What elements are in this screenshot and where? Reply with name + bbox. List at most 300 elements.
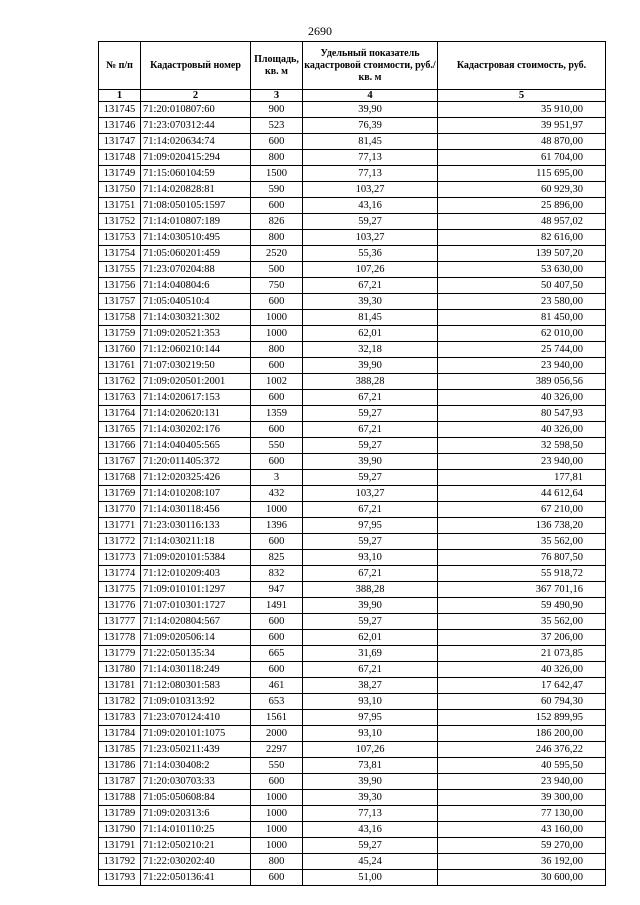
cell-area: 800: [251, 854, 303, 870]
table-row: [99, 614, 606, 630]
cell-index: 131786: [99, 758, 141, 774]
cell-area: 590: [251, 182, 303, 198]
table-row: [99, 486, 606, 502]
cell-area: 1500: [251, 166, 303, 182]
cell-unit-value: 62,01: [303, 326, 438, 342]
cell-cadastral-value: 37 206,00: [438, 630, 606, 646]
cell-unit-value: 55,36: [303, 246, 438, 262]
cell-cadastral-number: 71:09:020101:5384: [141, 550, 251, 566]
cell-index: 131760: [99, 342, 141, 358]
cell-unit-value: 107,26: [303, 742, 438, 758]
cell-cadastral-number: 71:14:030202:176: [141, 422, 251, 438]
cell-cadastral-value: 40 326,00: [438, 422, 606, 438]
cell-cadastral-value: 389 056,56: [438, 374, 606, 390]
cell-area: 2520: [251, 246, 303, 262]
cell-cadastral-number: 71:20:010807:60: [141, 102, 251, 118]
cell-area: 550: [251, 438, 303, 454]
cell-cadastral-number: 71:14:020617:153: [141, 390, 251, 406]
cell-cadastral-value: 23 940,00: [438, 454, 606, 470]
cell-unit-value: 39,90: [303, 454, 438, 470]
cell-cadastral-value: 25 896,00: [438, 198, 606, 214]
cell-cadastral-number: 71:14:020634:74: [141, 134, 251, 150]
cell-cadastral-value: 48 957,02: [438, 214, 606, 230]
cell-cadastral-value: 17 642,47: [438, 678, 606, 694]
cell-unit-value: 77,13: [303, 166, 438, 182]
cell-area: 800: [251, 230, 303, 246]
cell-unit-value: 73,81: [303, 758, 438, 774]
column-header-index: № п/п: [99, 42, 141, 90]
cell-cadastral-value: 23 940,00: [438, 774, 606, 790]
cell-index: 131759: [99, 326, 141, 342]
cell-cadastral-number: 71:20:030703:33: [141, 774, 251, 790]
cell-index: 131783: [99, 710, 141, 726]
cell-cadastral-number: 71:07:030219:50: [141, 358, 251, 374]
cell-index: 131769: [99, 486, 141, 502]
cell-cadastral-number: 71:14:030118:249: [141, 662, 251, 678]
cell-cadastral-value: 67 210,00: [438, 502, 606, 518]
cell-cadastral-number: 71:09:010101:1297: [141, 582, 251, 598]
cell-area: 947: [251, 582, 303, 598]
table-row: [99, 806, 606, 822]
cell-cadastral-value: 39 300,00: [438, 790, 606, 806]
table-row: [99, 662, 606, 678]
table-row: [99, 550, 606, 566]
cell-index: 131749: [99, 166, 141, 182]
cell-cadastral-value: 30 600,00: [438, 870, 606, 886]
table-row: [99, 518, 606, 534]
cell-cadastral-value: 32 598,50: [438, 438, 606, 454]
cell-cadastral-number: 71:12:050210:21: [141, 838, 251, 854]
cell-area: 2000: [251, 726, 303, 742]
cell-index: 131753: [99, 230, 141, 246]
cell-unit-value: 67,21: [303, 278, 438, 294]
cell-index: 131768: [99, 470, 141, 486]
cell-area: 432: [251, 486, 303, 502]
cell-cadastral-number: 71:14:020828:81: [141, 182, 251, 198]
cell-cadastral-value: 39 951,97: [438, 118, 606, 134]
cell-unit-value: 39,30: [303, 294, 438, 310]
cell-index: 131782: [99, 694, 141, 710]
cell-area: 600: [251, 630, 303, 646]
cell-index: 131745: [99, 102, 141, 118]
table-row: [99, 710, 606, 726]
cell-area: 600: [251, 662, 303, 678]
cell-area: 600: [251, 614, 303, 630]
table-row: [99, 790, 606, 806]
cell-unit-value: 93,10: [303, 726, 438, 742]
cell-cadastral-number: 71:23:050211:439: [141, 742, 251, 758]
table-row: [99, 630, 606, 646]
cell-index: 131775: [99, 582, 141, 598]
cell-cadastral-number: 71:14:030408:2: [141, 758, 251, 774]
cell-index: 131774: [99, 566, 141, 582]
cell-unit-value: 81,45: [303, 310, 438, 326]
cell-area: 832: [251, 566, 303, 582]
table-row: [99, 326, 606, 342]
cell-cadastral-value: 25 744,00: [438, 342, 606, 358]
cell-unit-value: 67,21: [303, 502, 438, 518]
cell-cadastral-value: 35 562,00: [438, 534, 606, 550]
cell-area: 800: [251, 342, 303, 358]
cell-cadastral-value: 152 899,95: [438, 710, 606, 726]
cell-area: 665: [251, 646, 303, 662]
cell-unit-value: 59,27: [303, 838, 438, 854]
cell-index: 131763: [99, 390, 141, 406]
cell-cadastral-number: 71:20:011405:372: [141, 454, 251, 470]
cell-unit-value: 31,69: [303, 646, 438, 662]
table-row: [99, 246, 606, 262]
cell-unit-value: 45,24: [303, 854, 438, 870]
cell-cadastral-number: 71:23:070124:410: [141, 710, 251, 726]
cell-unit-value: 103,27: [303, 230, 438, 246]
cell-cadastral-value: 115 695,00: [438, 166, 606, 182]
cell-cadastral-value: 36 192,00: [438, 854, 606, 870]
cell-cadastral-value: 186 200,00: [438, 726, 606, 742]
cell-cadastral-value: 77 130,00: [438, 806, 606, 822]
cell-cadastral-number: 71:14:030510:495: [141, 230, 251, 246]
cell-cadastral-value: 246 376,22: [438, 742, 606, 758]
cell-area: 600: [251, 134, 303, 150]
table-row: [99, 230, 606, 246]
cell-area: 1000: [251, 822, 303, 838]
cell-cadastral-number: 71:09:020521:353: [141, 326, 251, 342]
cell-cadastral-value: 40 595,50: [438, 758, 606, 774]
table-row: [99, 134, 606, 150]
cell-index: 131776: [99, 598, 141, 614]
cell-area: 1002: [251, 374, 303, 390]
cell-index: 131746: [99, 118, 141, 134]
cell-area: 1000: [251, 838, 303, 854]
cell-cadastral-value: 48 870,00: [438, 134, 606, 150]
cell-cadastral-value: 59 490,90: [438, 598, 606, 614]
cell-cadastral-value: 61 704,00: [438, 150, 606, 166]
cell-area: 600: [251, 774, 303, 790]
cell-unit-value: 39,90: [303, 598, 438, 614]
cell-cadastral-value: 76 807,50: [438, 550, 606, 566]
cell-unit-value: 81,45: [303, 134, 438, 150]
cell-index: 131761: [99, 358, 141, 374]
table-row: [99, 646, 606, 662]
cell-cadastral-number: 71:05:050608:84: [141, 790, 251, 806]
cell-index: 131758: [99, 310, 141, 326]
cell-index: 131762: [99, 374, 141, 390]
cell-cadastral-value: 44 612,64: [438, 486, 606, 502]
cell-cadastral-number: 71:14:030118:456: [141, 502, 251, 518]
cell-index: 131755: [99, 262, 141, 278]
cell-area: 1396: [251, 518, 303, 534]
cell-unit-value: 39,90: [303, 358, 438, 374]
cadastral-value-table: [98, 41, 606, 886]
cell-area: 825: [251, 550, 303, 566]
cell-cadastral-value: 35 562,00: [438, 614, 606, 630]
cell-cadastral-number: 71:05:040510:4: [141, 294, 251, 310]
table-row: [99, 534, 606, 550]
cell-cadastral-number: 71:14:030211:18: [141, 534, 251, 550]
cell-index: 131757: [99, 294, 141, 310]
cell-index: 131765: [99, 422, 141, 438]
cell-unit-value: 43,16: [303, 822, 438, 838]
cell-unit-value: 93,10: [303, 550, 438, 566]
table-row: [99, 454, 606, 470]
cell-area: 600: [251, 534, 303, 550]
table-row: [99, 598, 606, 614]
cell-unit-value: 388,28: [303, 374, 438, 390]
table-row: [99, 502, 606, 518]
cell-cadastral-value: 80 547,93: [438, 406, 606, 422]
cell-area: 550: [251, 758, 303, 774]
cell-area: 1000: [251, 326, 303, 342]
table-row: [99, 214, 606, 230]
cell-unit-value: 67,21: [303, 566, 438, 582]
cell-cadastral-number: 71:14:010807:189: [141, 214, 251, 230]
cell-area: 900: [251, 102, 303, 118]
cell-unit-value: 67,21: [303, 662, 438, 678]
cell-index: 131778: [99, 630, 141, 646]
cell-cadastral-number: 71:14:020620:131: [141, 406, 251, 422]
cell-index: 131770: [99, 502, 141, 518]
table-row: [99, 294, 606, 310]
column-header-cadastral-value: Кадастровая стоимость, руб.: [438, 42, 606, 90]
cell-index: 131772: [99, 534, 141, 550]
cell-cadastral-value: 59 270,00: [438, 838, 606, 854]
cell-area: 461: [251, 678, 303, 694]
cell-cadastral-number: 71:12:080301:583: [141, 678, 251, 694]
table-row: [99, 166, 606, 182]
cell-unit-value: 38,27: [303, 678, 438, 694]
table-row: [99, 102, 606, 118]
cell-cadastral-number: 71:09:010313:92: [141, 694, 251, 710]
cell-cadastral-number: 71:14:040405:565: [141, 438, 251, 454]
cell-unit-value: 59,27: [303, 438, 438, 454]
cell-unit-value: 103,27: [303, 182, 438, 198]
cell-cadastral-number: 71:09:020506:14: [141, 630, 251, 646]
column-number: 1: [99, 90, 141, 102]
cell-cadastral-value: 35 910,00: [438, 102, 606, 118]
cell-index: 131787: [99, 774, 141, 790]
cell-cadastral-value: 40 326,00: [438, 390, 606, 406]
cell-area: 3: [251, 470, 303, 486]
table-row: [99, 406, 606, 422]
cell-unit-value: 59,27: [303, 470, 438, 486]
cell-cadastral-value: 43 160,00: [438, 822, 606, 838]
cell-cadastral-number: 71:15:060104:59: [141, 166, 251, 182]
cell-area: 500: [251, 262, 303, 278]
cell-cadastral-number: 71:14:040804:6: [141, 278, 251, 294]
cell-cadastral-value: 55 918,72: [438, 566, 606, 582]
cell-index: 131780: [99, 662, 141, 678]
cell-cadastral-number: 71:09:020501:2001: [141, 374, 251, 390]
cell-unit-value: 76,39: [303, 118, 438, 134]
cell-cadastral-number: 71:12:010209:403: [141, 566, 251, 582]
cell-area: 1000: [251, 310, 303, 326]
cell-cadastral-number: 71:14:020804:567: [141, 614, 251, 630]
table-body: [99, 102, 606, 886]
cell-unit-value: 59,27: [303, 614, 438, 630]
table-row: [99, 870, 606, 886]
cell-cadastral-value: 60 794,30: [438, 694, 606, 710]
cell-cadastral-number: 71:23:030116:133: [141, 518, 251, 534]
cell-area: 600: [251, 454, 303, 470]
cell-area: 600: [251, 422, 303, 438]
cell-index: 131752: [99, 214, 141, 230]
cell-unit-value: 93,10: [303, 694, 438, 710]
cell-cadastral-value: 62 010,00: [438, 326, 606, 342]
cell-cadastral-number: 71:14:030321:302: [141, 310, 251, 326]
column-number: 3: [251, 90, 303, 102]
cell-index: 131754: [99, 246, 141, 262]
cell-area: 600: [251, 294, 303, 310]
cell-cadastral-number: 71:08:050105:1597: [141, 198, 251, 214]
table-row: [99, 374, 606, 390]
cell-unit-value: 67,21: [303, 422, 438, 438]
cell-unit-value: 97,95: [303, 710, 438, 726]
table-row: [99, 438, 606, 454]
cell-cadastral-number: 71:09:020101:1075: [141, 726, 251, 742]
column-number-row: [99, 90, 606, 102]
cell-index: 131750: [99, 182, 141, 198]
cell-cadastral-value: 23 580,00: [438, 294, 606, 310]
cell-index: 131771: [99, 518, 141, 534]
page-number: 2690: [308, 24, 332, 38]
table-row: [99, 182, 606, 198]
cell-area: 1561: [251, 710, 303, 726]
cell-cadastral-value: 23 940,00: [438, 358, 606, 374]
cell-unit-value: 77,13: [303, 806, 438, 822]
cell-index: 131748: [99, 150, 141, 166]
cell-area: 600: [251, 198, 303, 214]
column-header-unit-value: Удельный показатель кадастровой стоимости, руб./кв. м: [303, 42, 438, 90]
cell-area: 826: [251, 214, 303, 230]
cell-unit-value: 67,21: [303, 390, 438, 406]
cell-unit-value: 43,16: [303, 198, 438, 214]
cell-index: 131747: [99, 134, 141, 150]
cell-area: 1000: [251, 806, 303, 822]
cell-index: 131779: [99, 646, 141, 662]
cell-area: 523: [251, 118, 303, 134]
cell-cadastral-value: 21 073,85: [438, 646, 606, 662]
cell-cadastral-value: 40 326,00: [438, 662, 606, 678]
table-row: [99, 278, 606, 294]
cell-cadastral-value: 53 630,00: [438, 262, 606, 278]
cell-unit-value: 77,13: [303, 150, 438, 166]
cell-cadastral-number: 71:22:030202:40: [141, 854, 251, 870]
cell-index: 131792: [99, 854, 141, 870]
cell-index: 131767: [99, 454, 141, 470]
cell-cadastral-value: 50 407,50: [438, 278, 606, 294]
cell-cadastral-number: 71:12:060210:144: [141, 342, 251, 358]
cell-index: 131764: [99, 406, 141, 422]
table-row: [99, 198, 606, 214]
column-number: 5: [438, 90, 606, 102]
cell-index: 131793: [99, 870, 141, 886]
table-row: [99, 742, 606, 758]
cell-index: 131788: [99, 790, 141, 806]
cell-index: 131777: [99, 614, 141, 630]
cell-cadastral-value: 60 929,30: [438, 182, 606, 198]
cell-cadastral-value: 139 507,20: [438, 246, 606, 262]
cell-area: 600: [251, 358, 303, 374]
cell-index: 131756: [99, 278, 141, 294]
table-row: [99, 566, 606, 582]
header-row: [99, 42, 606, 90]
cell-area: 1000: [251, 502, 303, 518]
cell-index: 131773: [99, 550, 141, 566]
table-row: [99, 726, 606, 742]
cell-index: 131751: [99, 198, 141, 214]
cell-unit-value: 59,27: [303, 406, 438, 422]
cell-cadastral-value: 367 701,16: [438, 582, 606, 598]
cell-unit-value: 39,30: [303, 790, 438, 806]
table-row: [99, 150, 606, 166]
cell-cadastral-number: 71:09:020415:294: [141, 150, 251, 166]
cell-index: 131791: [99, 838, 141, 854]
column-number: 4: [303, 90, 438, 102]
cell-cadastral-number: 71:05:060201:459: [141, 246, 251, 262]
table-row: [99, 342, 606, 358]
table-row: [99, 262, 606, 278]
cell-cadastral-number: 71:22:050136:41: [141, 870, 251, 886]
table-row: [99, 758, 606, 774]
cell-index: 131781: [99, 678, 141, 694]
cell-cadastral-value: 81 450,00: [438, 310, 606, 326]
table-row: [99, 854, 606, 870]
cell-unit-value: 107,26: [303, 262, 438, 278]
cell-cadastral-value: 177,81: [438, 470, 606, 486]
table-row: [99, 310, 606, 326]
cell-cadastral-number: 71:22:050135:34: [141, 646, 251, 662]
cell-index: 131766: [99, 438, 141, 454]
cell-area: 1000: [251, 790, 303, 806]
table-row: [99, 390, 606, 406]
cell-area: 750: [251, 278, 303, 294]
table-row: [99, 774, 606, 790]
cell-cadastral-value: 82 616,00: [438, 230, 606, 246]
cell-cadastral-number: 71:23:070204:88: [141, 262, 251, 278]
cell-unit-value: 62,01: [303, 630, 438, 646]
cell-unit-value: 388,28: [303, 582, 438, 598]
cell-unit-value: 51,00: [303, 870, 438, 886]
column-header-area: Площадь, кв. м: [251, 42, 303, 90]
cell-unit-value: 39,90: [303, 102, 438, 118]
table-row: [99, 358, 606, 374]
cell-unit-value: 39,90: [303, 774, 438, 790]
cell-area: 600: [251, 870, 303, 886]
cell-cadastral-number: 71:09:020313:6: [141, 806, 251, 822]
cell-cadastral-number: 71:07:010301:1727: [141, 598, 251, 614]
cell-cadastral-number: 71:14:010110:25: [141, 822, 251, 838]
table-row: [99, 678, 606, 694]
cell-area: 600: [251, 390, 303, 406]
cell-unit-value: 32,18: [303, 342, 438, 358]
cell-cadastral-number: 71:14:010208:107: [141, 486, 251, 502]
cell-index: 131784: [99, 726, 141, 742]
column-header-cadastral-number: Кадастровый номер: [141, 42, 251, 90]
cell-area: 1491: [251, 598, 303, 614]
table-row: [99, 470, 606, 486]
table-row: [99, 838, 606, 854]
cell-index: 131785: [99, 742, 141, 758]
cell-cadastral-value: 136 738,20: [438, 518, 606, 534]
cell-area: 800: [251, 150, 303, 166]
table-row: [99, 422, 606, 438]
cell-index: 131789: [99, 806, 141, 822]
cell-unit-value: 97,95: [303, 518, 438, 534]
column-number: 2: [141, 90, 251, 102]
table-row: [99, 118, 606, 134]
cell-index: 131790: [99, 822, 141, 838]
table-row: [99, 694, 606, 710]
cell-cadastral-number: 71:12:020325:426: [141, 470, 251, 486]
